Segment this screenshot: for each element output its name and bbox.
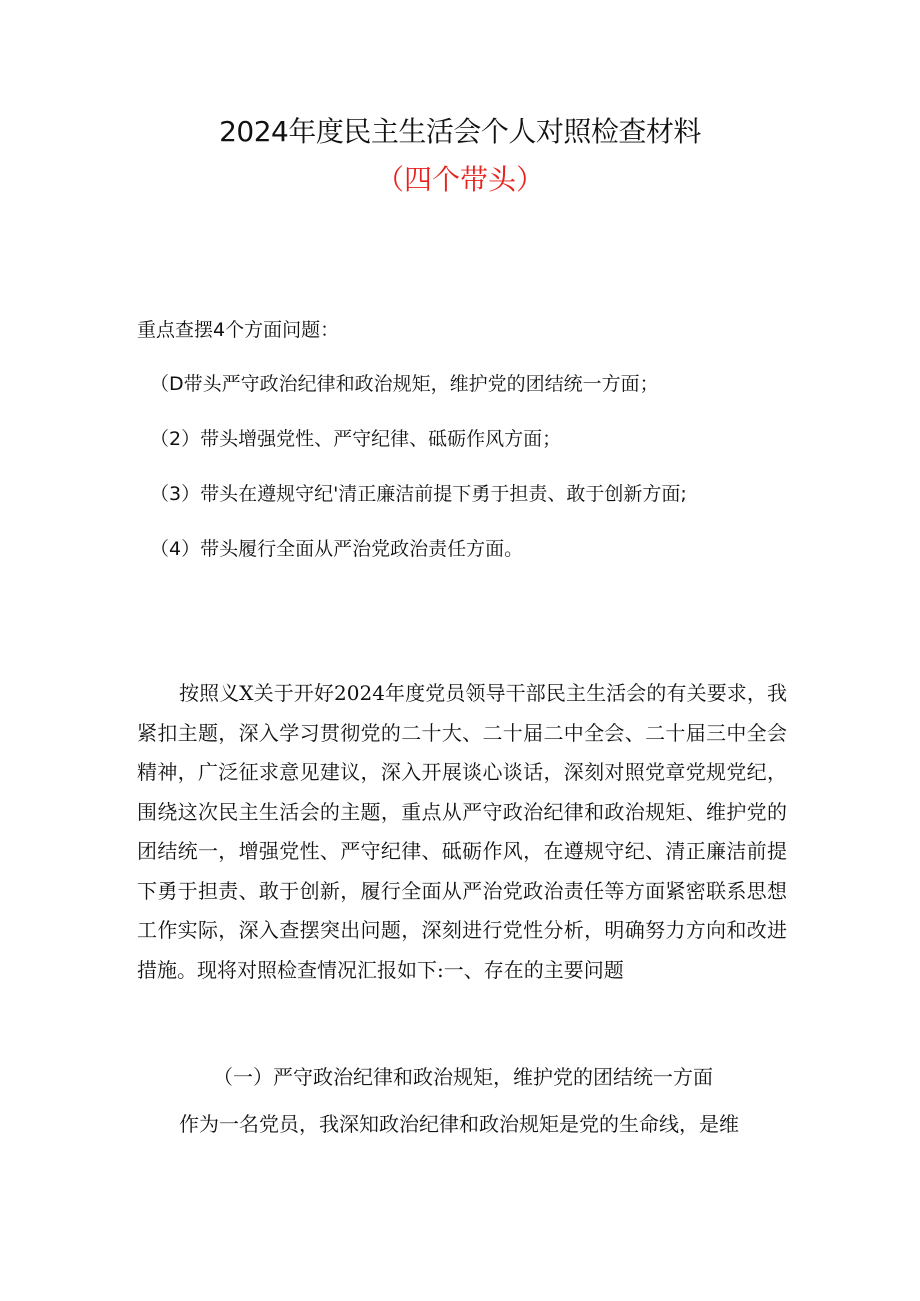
intro-heading: 重点查摆4个方面问题：: [137, 319, 340, 341]
body-paragraph: 按照义X关于开好2024年度党员领导干部民主生活会的有关要求，我紧扣主题，深入学习贯彻党的二十大、二十届二中全会、二十届三中全会精神，广泛征求意见建议，深入开展谈心谈话，深刻对照党章党规党纪，围绕这次民主生活会的主题，重点从严守政治纪律和政治规矩、维护党的团结统一，增强党性、严守纪律、砥砺作风，在遵规守纪、清正廉洁前提下勇于担责、敢于创新，履行全面从严治党政治责任等方面紧密联系思想工作实际，深入查摆突出问题，深刻进行党性分析，明确努力方向和改进措施。现将对照检查情况汇报如下:一、存在的主要问题: [137, 681, 787, 982]
intro-item: （4）带头履行全面从严治党政治责任方面。: [150, 538, 524, 560]
intro-item: （3）带头在遵规守纪'清正廉洁前提下勇于担责、敢于创新方面;: [150, 483, 687, 505]
intro-item: （2）带头增强党性、严守纪律、砥砺作风方面；: [150, 428, 562, 450]
document-title: 2024年度民主生活会个人对照检查材料: [219, 115, 701, 148]
intro-item: （D带头严守政治纪律和政治规矩，维护党的团结统一方面；: [150, 373, 659, 395]
section-text: 作为一名党员，我深知政治纪律和政治规矩是党的生命线，是维: [179, 1112, 739, 1136]
document-subtitle: （四个带头）: [375, 163, 544, 196]
section-heading: （一）严守政治纪律和政治规矩，维护党的团结统一方面: [213, 1065, 713, 1089]
